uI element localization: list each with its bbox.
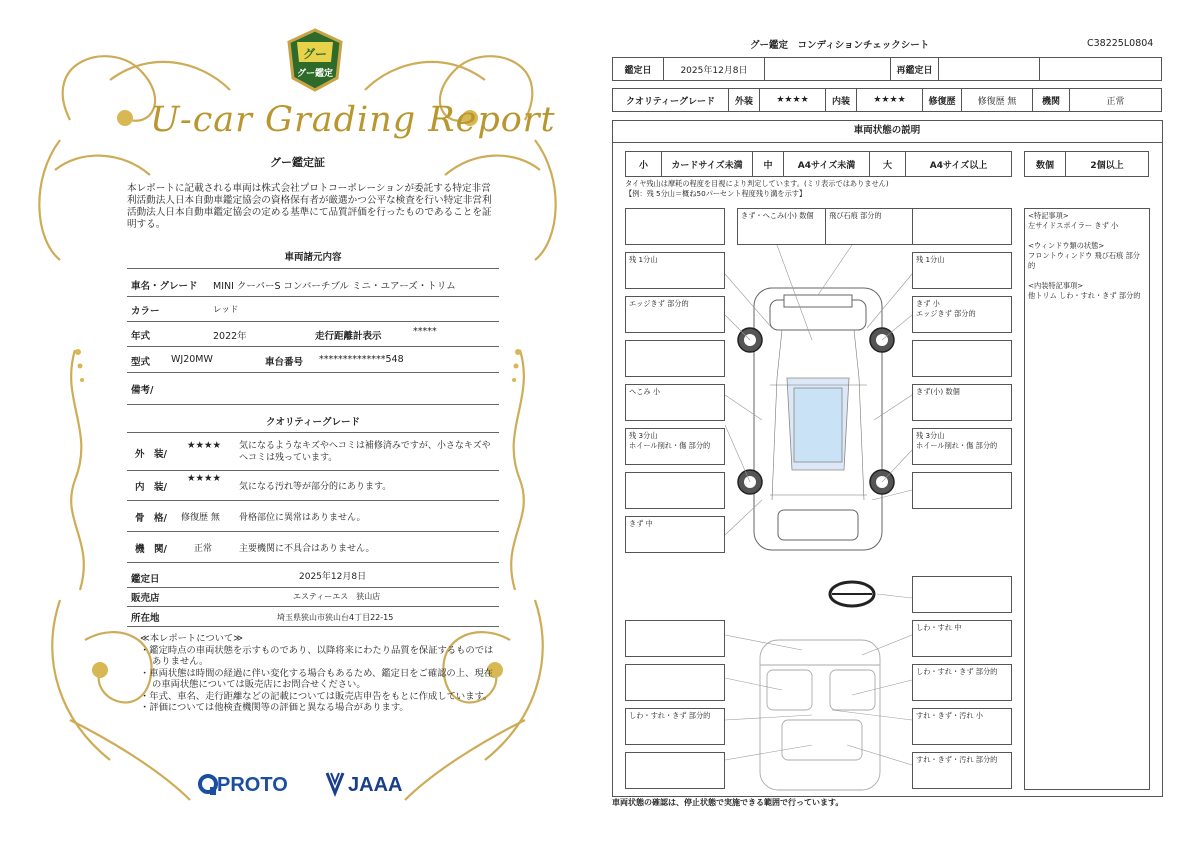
frame-text: 骨格部位に異常はありません。 (239, 513, 366, 523)
spec-row-year (127, 321, 499, 347)
grade-row-engine (127, 531, 499, 563)
jaaa-logo: JAAA (348, 774, 403, 796)
grade-row-interior (127, 470, 499, 501)
damage-box-left-2: 残 1分山 (625, 252, 725, 289)
note-item: ・年式、車名、走行距離などの記載については販売店申告をもとに作成しています。 (140, 690, 493, 702)
grading-certificate (0, 0, 595, 848)
damage-box-top-1: きず・へこみ(小) 数個 (737, 208, 837, 245)
engine-value: 正常 (194, 544, 213, 554)
damage-box-left-7 (625, 472, 725, 509)
empty-cell (765, 58, 891, 81)
frame-value: 修復歴 無 (181, 513, 220, 523)
interior-stars: ★★★★ (187, 473, 222, 484)
note-item: ・鑑定時点の車両状態を示すものであり、以降将来にわたり品質を保証するものではありません。 (140, 644, 494, 667)
jaaa-logo-icon (325, 769, 345, 797)
model-value: WJ20MW (171, 354, 213, 365)
note-item: ・車両状態は時間の経過に伴い変化する場合もあるため、鑑定日をご確認の上、現在の車両状態については販売店にお問合せください。 (140, 667, 493, 690)
note-item: ・評価については他検査機関等の評価と異なる場合があります。 (140, 702, 409, 713)
damage-box-left-10 (625, 664, 725, 701)
int-stars: ★★★★ (857, 89, 923, 112)
repair-label: 修復歴 (923, 89, 962, 112)
tire-note-example: 【例：残 5分山＝概ね50パーセント程度残り溝を示す】 (625, 189, 807, 198)
damage-box-right-6: 残 3分山 ホイール削れ・傷 部分的 (912, 428, 1012, 465)
color-label: カラー (131, 306, 160, 317)
damage-box-left-3: エッジきず 部分的 (625, 296, 725, 333)
report-title: U-car Grading Report (150, 100, 556, 140)
certificate-title: グー鑑定証 (270, 156, 325, 169)
goo-badge-icon (285, 28, 345, 94)
damage-box-right-3: きず 小 エッジきず 部分的 (912, 296, 1012, 333)
spec-row-model (127, 346, 499, 373)
report-notes (140, 633, 495, 714)
sheet-footer: 車両状態の確認は、停止状態で実施できる範囲で行っています。 (612, 798, 844, 807)
frame-label: 骨 格/ (135, 513, 167, 524)
ext-label: 外装 (729, 89, 760, 112)
size-large: 大 (870, 152, 906, 177)
ext-stars: ★★★★ (760, 89, 826, 112)
svg-text:グー鑑定: グー鑑定 (296, 69, 334, 79)
info-row-shop (127, 587, 499, 607)
proto-logo: PROTO (217, 774, 288, 796)
chassis-label: 車台番号 (265, 357, 304, 368)
engine-text: 主要機関に不具合はありません。 (239, 544, 375, 554)
size-legend-table (625, 151, 1012, 177)
damage-box-right-9: しわ・すれ 中 (912, 620, 1012, 657)
damage-box-left-11: しわ・すれ・きず 部分的 (625, 708, 725, 745)
grade-row-exterior (127, 436, 499, 471)
divider (127, 268, 499, 269)
date-value: 2025年12月8日 (664, 58, 765, 81)
name-value: MINI クーパーS コンバーチブル ミニ・ユアーズ・トリム (213, 281, 456, 292)
damage-box-left-6: 残 3分山 ホイール削れ・傷 部分的 (625, 428, 725, 465)
mileage-value: ***** (413, 326, 437, 337)
spec-row-name (127, 272, 499, 297)
grade-section-title: クオリティーグレード (265, 417, 361, 428)
address-label: 所在地 (131, 613, 160, 624)
size-mid: 中 (753, 152, 784, 177)
damage-box-right-7 (912, 472, 1012, 509)
grade-row-frame (127, 500, 499, 532)
svg-text:グー: グー (302, 47, 328, 61)
damage-box-left-1 (625, 208, 725, 245)
redate-label: 再鑑定日 (891, 58, 939, 81)
date-value: 2025年12月8日 (299, 572, 367, 582)
remarks-label: 備考/ (131, 385, 154, 396)
model-label: 型式 (131, 357, 151, 368)
count-desc: 2個以上 (1066, 152, 1149, 177)
damage-box-left-9 (625, 620, 725, 657)
divider (127, 432, 499, 433)
spec-row-color (127, 296, 499, 322)
name-label: 車名・グレード (131, 281, 198, 292)
size-small: 小 (626, 152, 662, 177)
exterior-label: 外 装/ (135, 449, 167, 460)
tire-note: タイヤ残山は摩耗の程度を目視により判定しています。(ミリ表示ではありません) (625, 179, 889, 188)
damage-box-right-11: すれ・きず・汚れ 小 (912, 708, 1012, 745)
info-row-address (127, 606, 499, 627)
damage-box-left-8: きず 中 (625, 516, 725, 553)
damage-box-top-2: 飛び石痕 部分的 (825, 208, 925, 245)
exterior-text: 気になるようなキズやヘコミは補修済みですが、小さなキズやヘコミは残っています。 (239, 441, 491, 463)
date-label: 鑑定日 (131, 574, 160, 585)
year-value: 2022年 (213, 331, 247, 342)
engine-label: 機 関/ (135, 544, 167, 555)
spec-section-title: 車両諸元内容 (284, 252, 342, 263)
repair-value: 修復歴 無 (962, 89, 1033, 112)
year-label: 年式 (131, 331, 151, 342)
redate-value (939, 58, 1040, 81)
size-mid-desc: A4サイズ未満 (784, 152, 870, 177)
proto-logo-icon (198, 772, 218, 796)
engine-value: 正常 (1070, 89, 1162, 112)
damage-box-left-4 (625, 340, 725, 377)
interior-label: 内 装/ (135, 482, 167, 493)
grade-table (612, 88, 1162, 112)
damage-box-right-12: すれ・きず・汚れ 部分的 (912, 752, 1012, 789)
empty-cell (1040, 58, 1162, 81)
damage-box-left-5: へこみ 小 (625, 384, 725, 421)
address-value: 埼玉県狭山市狭山台4丁目22-15 (277, 613, 394, 622)
count-label: 数個 (1025, 152, 1066, 177)
certificate-intro: 本レポートに記載される車両は株式会社プロトコーポレーションが委託する特定非営利活動法人日本自動車鑑定協会の資格保有者が厳選かつ公平な検査を行い特定非営利活動法人日本自動車鑑定協会の定める基準にて品質評価を行ったものであることを証明する。 (127, 183, 492, 230)
date-label: 鑑定日 (613, 58, 664, 81)
damage-box-right-8 (912, 576, 1012, 613)
damage-box-left-12 (625, 752, 725, 789)
damage-box-right-2: 残 1分山 (912, 252, 1012, 289)
engine-label: 機関 (1033, 89, 1070, 112)
int-label: 内装 (826, 89, 857, 112)
damage-box-right-5: きず(小) 数個 (912, 384, 1012, 421)
size-small-desc: カードサイズ未満 (662, 152, 753, 177)
special-notes: <特記事項> 左サイドスポイラー きず 小 <ウィンドウ類の状態> フロントウィンドウ 飛び石痕 部分的 <内装特記事項> 他トリム しわ・すれ・きず 部分的 (1024, 208, 1150, 790)
section-title: 車両状態の説明 (612, 120, 1162, 143)
size-large-desc: A4サイズ以上 (906, 152, 1012, 177)
interior-text: 気になる汚れ等が部分的にあります。 (239, 482, 392, 492)
mileage-label: 走行距離計表示 (315, 331, 382, 342)
exterior-stars: ★★★★ (187, 440, 222, 451)
chassis-value: **************548 (319, 354, 404, 365)
sheet-title: グー鑑定 コンディションチェックシート (750, 40, 930, 51)
damage-box-right-4 (912, 340, 1012, 377)
document-number: C38225L0804 (1087, 38, 1154, 49)
shop-value: エスティーエス 狭山店 (293, 592, 381, 601)
count-legend-table (1024, 151, 1149, 177)
quality-label: クオリティーグレード (613, 89, 729, 112)
note-heading: ≪本レポートについて≫ (140, 633, 243, 644)
spec-row-remarks (127, 372, 499, 405)
damage-box-right-10: しわ・すれ・きず 部分的 (912, 664, 1012, 701)
shop-label: 販売店 (131, 593, 160, 604)
info-row-date (127, 566, 499, 588)
date-table (612, 57, 1162, 81)
damage-box-right-1 (912, 208, 1012, 245)
color-value: レッド (213, 305, 239, 315)
